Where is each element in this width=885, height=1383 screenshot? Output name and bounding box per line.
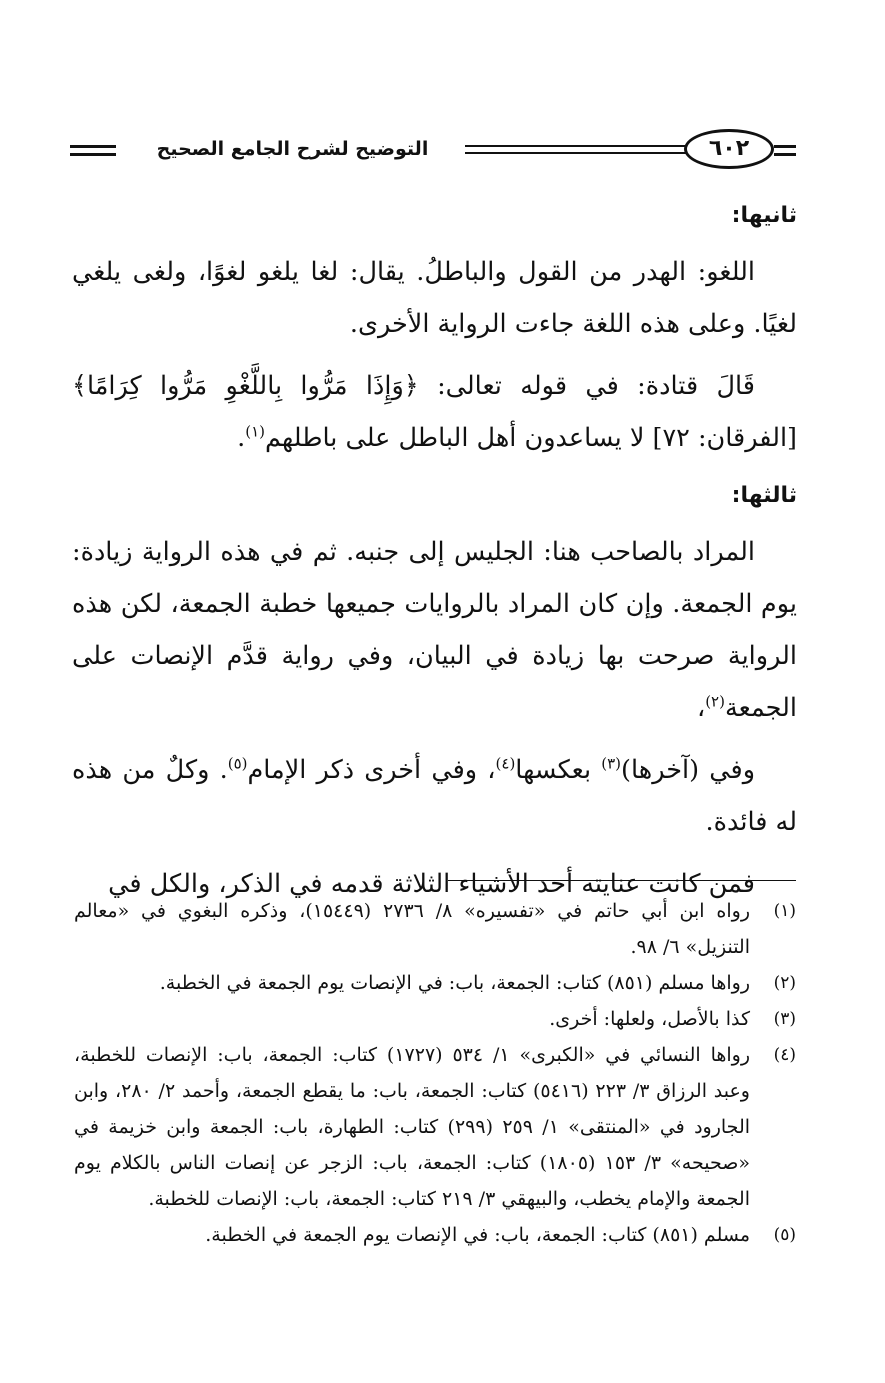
paragraph-sahib [72,526,797,734]
paragraph-sahib-text: المراد بالصاحب هنا: الجليس إلى جنبه. ثم في هذه الرواية زيادة: يوم الجمعة. وإن كان المراد بالروايات جميعها خطبة الجمعة، لكن هذه الرواية صرحت بها زيادة في البيان، وفي رواية قدَّم الإنصات على الجمعة [72,537,797,723]
footnote-ref-3[interactable]: (٣) [601,754,622,773]
footnote-separator [448,880,796,881]
paragraph-qatada [72,360,797,464]
footnote-number: (٤) [773,1045,796,1065]
footnote-ref-2[interactable]: (٢) [705,692,725,711]
footnote-4 [74,1037,796,1217]
header-double-rule-left [70,145,116,148]
footnote-1 [74,893,796,965]
footnote-ref-1[interactable]: (١) [245,422,266,441]
footnote-5 [74,1217,796,1253]
footnote-ref-4[interactable]: (٤) [495,754,516,773]
footnote-text: رواها النسائي في «الكبرى» ١/ ٥٣٤ (١٧٢٧) كتاب: الجمعة، باب: الإنصات للخطبة، وعبد الرزاق ٣/ ٢٢٣ (٥٤١٦) كتاب: الجمعة، باب: ما يقطع الجمعة، وأحمد ٢/ ٢٨٠، وابن الجارود في «المنتقى» ١/ ٢٥٩ (٢٩٩) كتاب: الطهارة، باب: الجمعة وابن خزيمة في «صحيحه» ٣/ ١٥٣ (١٨٠٥) كتاب: الجمعة، باب: الزجر عن إنصات الناس بالكلام يوم الجمعة والإمام يخطب، والبيهقي ٣/ ٢١٩ كتاب: الجمعة، باب: الإنصات للخطبة. [74,1044,751,1210]
running-header [70,128,795,180]
paragraph-continues-text: فمن كانت عنايته أحد الأشياء الثلاثة قدمه في الذكر، والكل في [108,869,755,899]
footnote-3 [74,1001,796,1037]
footnote-number: (٣) [773,1009,796,1029]
section-heading-third: ثالثها: [731,483,797,508]
section-heading-second: ثانيها: [731,203,797,228]
footnote-text: كذا بالأصل، ولعلها: أخرى. [549,1008,750,1030]
footnote-number: (١) [773,901,796,921]
paragraph-variants [72,744,797,848]
footnote-ref-5[interactable]: (٥) [227,754,248,773]
header-double-rule-right [774,145,796,148]
main-text [72,196,797,910]
book-title: التوضيح لشرح الجامع الصحيح [156,138,429,160]
paragraph-variants-d: . وكلٌ من هذه له فائدة. [72,755,797,837]
paragraph-qatada-text: قَالَ قتادة: في قوله تعالى: ﴿وَإِذَا مَرُّوا بِاللَّغْوِ مَرُّوا كِرَامًا﴾ [الفرقان: ٧٢] لا يساعدون أهل الباطل على باطلهم [72,371,797,453]
footnote-text: مسلم (٨٥١) كتاب: الجمعة، باب: في الإنصات يوم الجمعة في الخطبة. [205,1224,750,1246]
paragraph-sahib-end: ، [696,693,706,723]
paragraph-variants-b: بعكسها [515,755,602,785]
paragraph-laghw-text: اللغو: الهدر من القول والباطلُ. يقال: لغا يلغو لغوًا، ولغى يلغي لغيًا. وعلى هذه اللغة جاءت الرواية الأخرى. [72,257,797,339]
footnote-2 [74,965,796,1001]
footnotes [74,893,796,1253]
page-number: ٦٠٢ [684,129,774,169]
footnote-number: (٢) [773,973,796,993]
paragraph-variants-a: وفي (آخرها) [621,755,756,785]
paragraph-laghw [72,246,797,350]
footnote-number: (٥) [773,1225,796,1245]
paragraph-qatada-end: . [237,423,246,453]
footnote-text: رواها مسلم (٨٥١) كتاب: الجمعة، باب: في الإنصات يوم الجمعة في الخطبة. [159,972,750,994]
footnote-text: رواه ابن أبي حاتم في «تفسيره» ٨/ ٢٧٣٦ (١٥٤٤٩)، وذكره البغوي في «معالم التنزيل» ٦/ ٩٨. [74,900,750,958]
paragraph-variants-c: ، وفي أخرى ذكر الإمام [247,755,496,785]
